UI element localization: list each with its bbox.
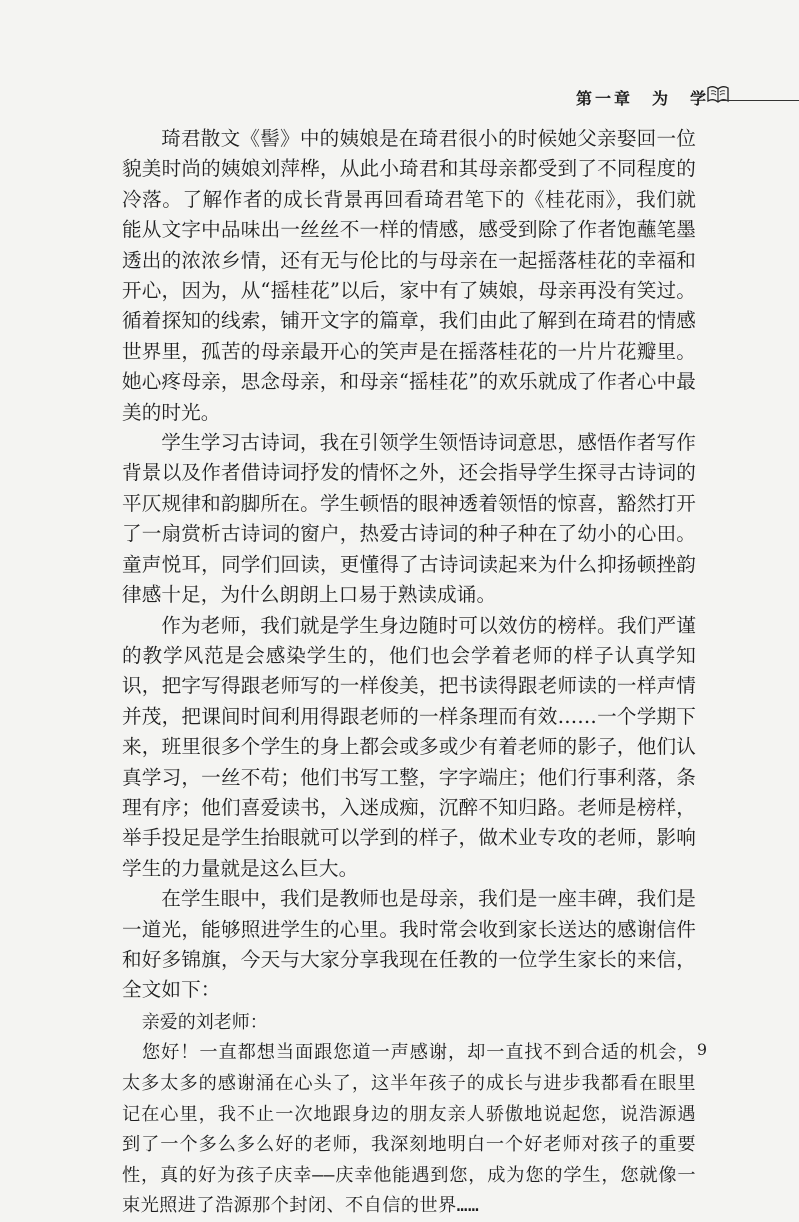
paragraph-2: 学生学习古诗词，我在引领学生领悟诗词意思，感悟作者写作背景以及作者借诗词抒发的情怀之外，还会指导学生探寻古诗词的平仄规律和韵脚所在。学生顿悟的眼神透着领悟的惊喜，豁然打开了一扇赏析古诗词的窗户，热爱古诗词的种子种在了幼小的心田。童声悦耳，同学们回读，更懂得了古诗词读起来为什么抑扬顿挫韵律感十足，为什么朗朗上口易于熟读成诵。 <box>122 431 696 607</box>
running-header <box>0 84 799 108</box>
page-number: 9 <box>696 1040 707 1059</box>
paragraph-1: 琦君散文《髻》中的姨娘是在琦君很小的时候她父亲娶回一位貌美时尚的姨娘刘萍桦，从此小琦君和其母亲都受到了不同程度的冷落。了解作者的成长背景再回看琦君笔下的《桂花雨》，我们就能从文字中品味出一丝丝不一样的情感，感受到除了作者饱蘸笔墨透出的浓浓乡情，还有无与伦比的与母亲在一起摇落桂花的幸福和开心，因为，从“摇桂花”以后，家中有了姨娘，母亲再没有笑过。循着探知的线索，铺开文字的篇章，我们由此了解到在琦君的情感世界里，孤苦的母亲最开心的笑声是在摇落桂花的一片片花瓣里。她心疼母亲，思念母亲，和母亲“摇桂花”的欢乐就成了作者心中最美的时光。 <box>122 127 696 424</box>
chapter-title: 第一章 为 学 <box>575 89 709 108</box>
header-rule <box>720 100 799 101</box>
letter-body: 您好！一直都想当面跟您道一声感谢，却一直找不到合适的机会，太多太多的感谢涌在心头了，这半年孩子的成长与进步我都看在眼里记在心里，我不止一次地跟身边的朋友亲人骄傲地说起您，说浩源遇到了一个多么多么好的老师，我深刻地明白一个好老师对孩子的重要性，真的好为孩子庆幸——庆幸他能遇到您，成为您的学生，您就像一束光照进了浩源那个封闭、不自信的世界…… <box>122 1042 696 1217</box>
body-text <box>122 124 696 1222</box>
quoted-letter <box>122 1008 696 1222</box>
paragraph-4: 在学生眼中，我们是教师也是母亲，我们是一座丰碑，我们是一道光，能够照进学生的心里。我时常会收到家长送达的感谢信件和好多锦旗，今天与大家分享我现在任教的一位学生家长的来信，全文如下： <box>122 887 696 1002</box>
letter-salutation: 亲爱的刘老师： <box>141 1011 268 1033</box>
open-book-icon <box>707 84 729 104</box>
paragraph-3: 作为老师，我们就是学生身边随时可以效仿的榜样。我们严谨的教学风范是会感染学生的，他们也会学着老师的样子认真学知识，把字写得跟老师写的一样俊美，把书读得跟老师读的一样声情并茂，把课间时间利用得跟老师的一样条理而有效……一个学期下来，班里很多个学生的身上都会或多或少有着老师的影子，他们认真学习，一丝不苟；他们书写工整，字字端庄；他们行事利落，条理有序；他们喜爱读书，入迷成痴，沉醉不知归路。老师是榜样，举手投足是学生抬眼就可以学到的样子，做术业专攻的老师，影响学生的力量就是这么巨大。 <box>122 613 696 880</box>
